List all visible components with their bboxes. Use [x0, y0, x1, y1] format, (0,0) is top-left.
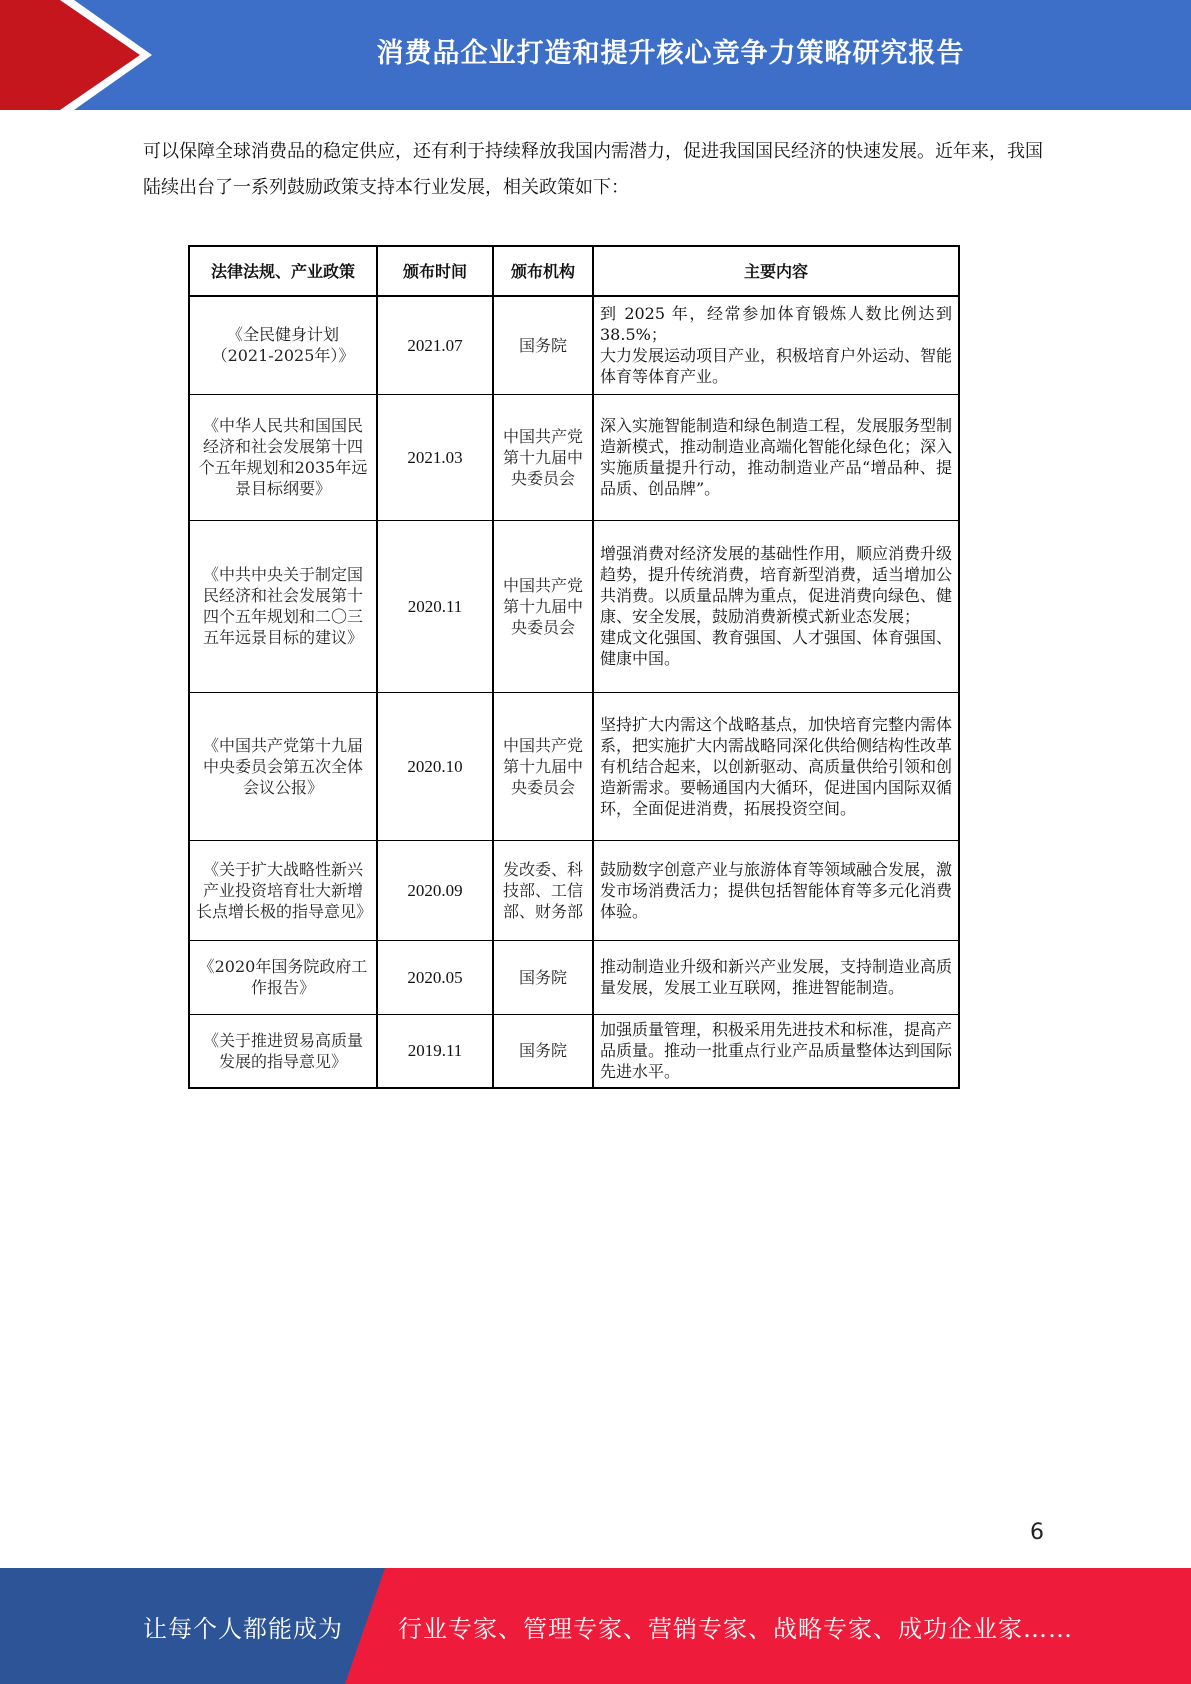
policy-name: 《中国共产党第十九届中央委员会第五次全体会议公报》	[189, 692, 377, 840]
policy-content	[593, 692, 959, 840]
table-row	[189, 940, 959, 1014]
report-title: 消费品企业打造和提升核心竞争力策略研究报告	[376, 37, 965, 69]
policy-table	[188, 245, 960, 1089]
footer-banner	[0, 1568, 1191, 1684]
content-paragraph: 坚持扩大内需这个战略基点，加快培育完整内需体系，把实施扩大内需战略同深化供给侧结构性改革有机结合起来，以创新驱动、高质量供给引领和创造新需求。要畅通国内大循环，促进国内国际双循环，全面促进消费，拓展投资空间。	[600, 714, 953, 818]
policy-date: 2020.05	[377, 940, 493, 1014]
table-row	[189, 394, 959, 520]
policy-content	[593, 1014, 959, 1088]
policy-date: 2021.03	[377, 394, 493, 520]
policy-date: 2021.07	[377, 296, 493, 394]
policy-agency: 国务院	[493, 1014, 593, 1088]
policy-content	[593, 840, 959, 940]
policy-content	[593, 296, 959, 394]
content-paragraph: 鼓励数字创意产业与旅游体育等领域融合发展，激发市场消费活力；提供包括智能体育等多元化消费体验。	[600, 859, 953, 921]
policy-date: 2019.11	[377, 1014, 493, 1088]
table-row	[189, 296, 959, 394]
policy-agency: 国务院	[493, 296, 593, 394]
content-paragraph: 深入实施智能制造和绿色制造工程，发展服务型制造新模式，推动制造业高端化智能化绿色化；深入实施质量提升行动，推动制造业产品“增品种、提品质、创品牌”。	[600, 416, 953, 498]
policy-agency: 中国共产党第十九届中央委员会	[493, 692, 593, 840]
policy-date: 2020.09	[377, 840, 493, 940]
content-paragraph: 推动制造业升级和新兴产业发展，支持制造业高质量发展，发展工业互联网，推进智能制造。	[600, 957, 953, 997]
policy-name: 《关于扩大战略性新兴产业投资培育壮大新增长点增长极的指导意见》	[189, 840, 377, 940]
table-row	[189, 840, 959, 940]
column-header-agency: 颁布机构	[493, 246, 593, 296]
policy-name: 《全民健身计划（2021-2025年）》	[189, 296, 377, 394]
policy-name: 《中共中央关于制定国民经济和社会发展第十四个五年规划和二〇三五年远景目标的建议》	[189, 520, 377, 692]
content-paragraph: 加强质量管理，积极采用先进技术和标准，提高产品质量。推动一批重点行业产品质量整体达到国际先进水平。	[600, 1020, 953, 1082]
policy-agency: 国务院	[493, 940, 593, 1014]
table-row	[189, 520, 959, 692]
policy-name: 《2020年国务院政府工作报告》	[189, 940, 377, 1014]
policy-name: 《中华人民共和国国民经济和社会发展第十四个五年规划和2035年远景目标纲要》	[189, 394, 377, 520]
content-paragraph: 大力发展运动项目产业，积极培育户外运动、智能体育等体育产业。	[600, 346, 953, 387]
column-header-content: 主要内容	[593, 246, 959, 296]
policy-content	[593, 394, 959, 520]
policy-date: 2020.10	[377, 692, 493, 840]
content-paragraph: 建成文化强国、教育强国、人才强国、体育强国、健康中国。	[600, 628, 953, 668]
table-row	[189, 692, 959, 840]
column-header-policy: 法律法规、产业政策	[189, 246, 377, 296]
policy-content	[593, 520, 959, 692]
policy-name: 《关于推进贸易高质量发展的指导意见》	[189, 1014, 377, 1088]
policy-agency: 中国共产党第十九届中央委员会	[493, 520, 593, 692]
intro-paragraph: 可以保障全球消费品的稳定供应，还有利于持续释放我国内需潜力，促进我国国民经济的快速发展。近年来，我国陆续出台了一系列鼓励政策支持本行业发展，相关政策如下：	[143, 141, 1043, 198]
policy-agency: 发改委、科技部、工信部、财务部	[493, 840, 593, 940]
content-paragraph: 到 2025 年，经常参加体育锻炼人数比例达到 38.5%；	[600, 304, 952, 345]
policy-content	[593, 940, 959, 1014]
table-header-row	[189, 246, 959, 296]
policy-agency: 中国共产党第十九届中央委员会	[493, 394, 593, 520]
table-row	[189, 1014, 959, 1088]
footer-slogan-right: 行业专家、管理专家、营销专家、战略专家、成功企业家……	[398, 1614, 1073, 1643]
page-number: 6	[1030, 1520, 1044, 1545]
content-paragraph: 增强消费对经济发展的基础性作用，顺应消费升级趋势，提升传统消费，培育新型消费，适当增加公共消费。以质量品牌为重点，促进消费向绿色、健康、安全发展，鼓励消费新模式新业态发展；	[600, 544, 953, 626]
header-arrow-shape	[0, 0, 160, 110]
header-banner	[0, 0, 1191, 110]
policy-date: 2020.11	[377, 520, 493, 692]
column-header-date: 颁布时间	[377, 246, 493, 296]
footer-slogan-left: 让每个人都能成为	[143, 1614, 343, 1643]
